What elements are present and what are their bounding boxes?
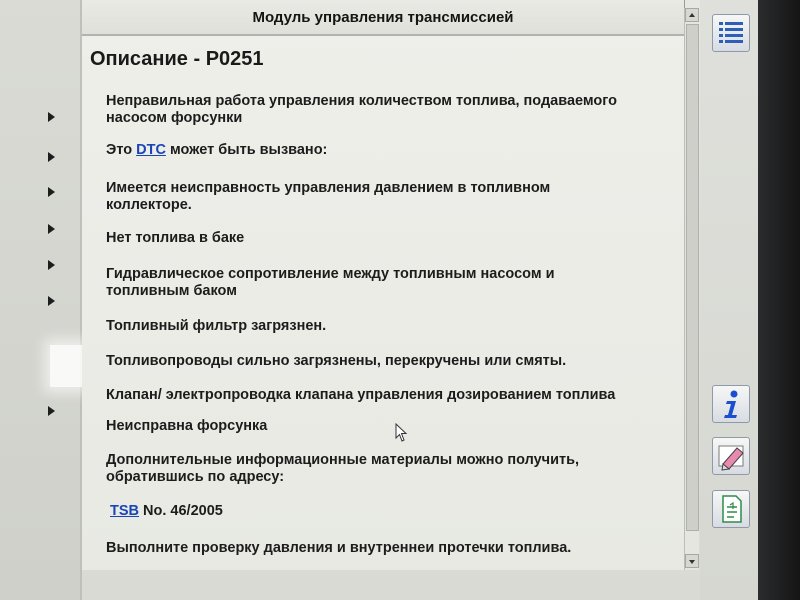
monitor-bezel	[758, 0, 800, 600]
info-icon	[713, 386, 749, 422]
text-line: Неисправна форсунка	[106, 418, 268, 434]
text-line: Выполните проверку давления и внутреннеи протечки топлива.	[106, 540, 572, 556]
scroll-up-button[interactable]	[685, 8, 699, 22]
text-line: Гидравлическое сопротивление между топливным насосом и	[106, 266, 555, 282]
panel-title: Модуль управления трансмиссией	[82, 0, 684, 36]
text-line: Неправильная работа управления количеством топлива, подаваемого	[106, 93, 617, 109]
text-line: коллекторе.	[106, 197, 192, 213]
pencil-eraser-icon	[713, 438, 749, 474]
vertical-scrollbar[interactable]	[684, 8, 699, 570]
description-panel	[82, 0, 685, 570]
tsb-link[interactable]: TSB	[110, 503, 139, 519]
tree-expand-arrow-icon[interactable]	[48, 187, 55, 197]
info-button[interactable]	[712, 385, 750, 423]
text-line	[106, 142, 676, 159]
text-line: Топливный фильтр загрязнен.	[106, 318, 327, 334]
tree-expand-arrow-icon[interactable]	[48, 296, 55, 306]
text-fragment: Это	[106, 142, 137, 158]
page-title: Описание - P0251	[90, 48, 264, 70]
tree-expand-arrow-icon[interactable]	[48, 152, 55, 162]
dtc-link[interactable]: DTC	[136, 142, 166, 158]
tree-expand-arrow-icon[interactable]	[48, 112, 55, 122]
document-icon	[713, 491, 749, 527]
text-line: Имеется неисправность управления давлением в топливном	[106, 180, 551, 196]
scroll-down-button[interactable]	[685, 554, 699, 568]
text-line: обратившись по адресу:	[106, 469, 285, 485]
text-fragment: может быть вызвано:	[165, 142, 328, 158]
text-line: Топливопроводы сильно загрязнены, перекручены или смяты.	[106, 353, 567, 369]
text-line	[110, 503, 680, 520]
text-line: Нет топлива в баке	[106, 230, 245, 246]
tree-expand-arrow-icon[interactable]	[48, 406, 55, 416]
list-button[interactable]	[712, 14, 750, 52]
text-line: Дополнительные информационные материалы можно получить,	[106, 452, 580, 468]
document-button[interactable]	[712, 490, 750, 528]
text-line: насосом форсунки	[106, 110, 243, 126]
tree-expand-arrow-icon[interactable]	[48, 260, 55, 270]
text-fragment: No. 46/2005	[139, 503, 223, 519]
left-navigation-pane	[0, 0, 82, 600]
tree-expand-arrow-icon[interactable]	[48, 224, 55, 234]
list-icon	[713, 15, 749, 51]
edit-button[interactable]	[712, 437, 750, 475]
mouse-cursor-icon	[395, 423, 409, 443]
scroll-thumb[interactable]	[686, 24, 699, 531]
text-line: топливным баком	[106, 283, 237, 299]
text-line: Клапан/ электропроводка клапана управления дозированием топлива	[106, 387, 616, 403]
